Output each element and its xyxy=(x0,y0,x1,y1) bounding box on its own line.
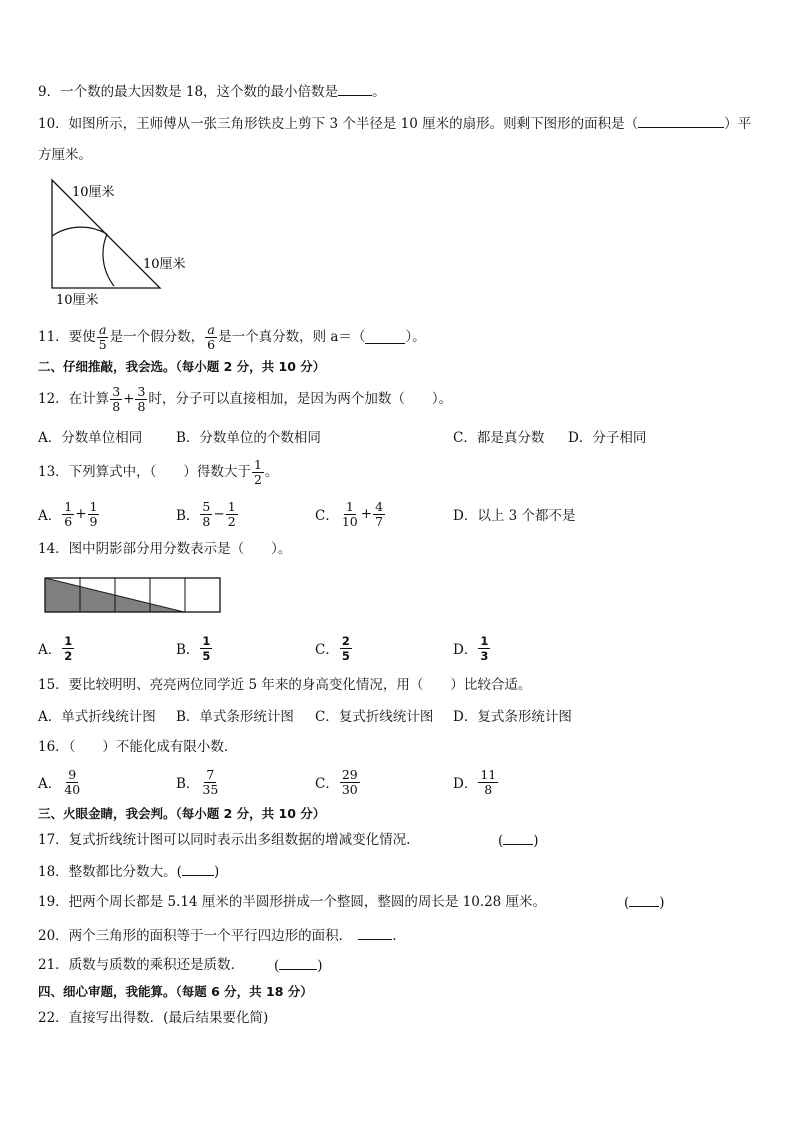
section-2-heading: 二、仔细推敲，我会选。（每小题 2 分，共 10 分） xyxy=(38,359,326,374)
q18-blank[interactable] xyxy=(182,862,214,876)
q9-blank[interactable] xyxy=(338,82,372,96)
fig-label-top: 10厘米 xyxy=(72,185,115,200)
section-3-heading: 三、火眼金睛，我会判。（每小题 2 分，共 10 分） xyxy=(38,806,326,821)
q13-option-d[interactable]: D．以上 3 个都不是 xyxy=(453,508,576,524)
question-11: 11．要使 $\frac{a}{5}$ 是一个假分数， $\frac{a}{6}$ 是一个真分数，则 a＝（ ）。 xyxy=(38,321,426,352)
fraction-3-8-a: $\frac{3}{8}$ xyxy=(112,383,121,414)
fraction-a-over-5: $\frac{a}{5}$ xyxy=(98,321,107,352)
fraction-a-over-6: $\frac{a}{6}$ xyxy=(207,321,216,352)
fraction-3-8-b: $\frac{3}{8}$ xyxy=(137,383,146,414)
q13-option-b[interactable]: B． $\frac{5}{8}$ − $\frac{1}{2}$ xyxy=(176,498,236,529)
q16-options xyxy=(38,764,738,800)
q10-text: 10．如图所示，王师傅从一张三角形铁皮上剪下 3 个半径是 10 厘米的扇形。则剩下图形的面积是（ xyxy=(38,116,639,132)
section-4-heading: 四、细心审题，我能算。（每题 6 分，共 18 分） xyxy=(38,984,313,999)
q15-options xyxy=(38,697,738,733)
q15-option-b[interactable]: B．单式条形统计图 xyxy=(176,709,294,725)
q14-option-d[interactable]: D． $\frac{1}{3}$ xyxy=(453,633,489,663)
q9-text: 9．一个数的最大因数是 18，这个数的最小倍数是 xyxy=(38,84,339,100)
question-14: 14．图中阴影部分用分数表示是（ ）。 xyxy=(38,541,292,557)
q13-option-a[interactable]: A． $\frac{1}{6}$ + $\frac{1}{9}$ xyxy=(38,498,98,529)
question-12: 12．在计算 $\frac{3}{8}$ + $\frac{3}{8}$ 时，分子可以直接相加，是因为两个加数（ ）。 xyxy=(38,383,453,414)
q12-option-d[interactable]: D．分子相同 xyxy=(568,430,647,446)
q13-option-c[interactable]: C． $\frac{1}{10}$ + $\frac{4}{7}$ xyxy=(315,498,384,529)
fig-label-right: 10厘米 xyxy=(143,257,186,272)
q15-option-c[interactable]: C．复式折线统计图 xyxy=(315,709,434,725)
q16-option-c[interactable]: C． $\frac{29}{30}$ xyxy=(315,766,358,797)
question-13: 13．下列算式中，（ ）得数大于 $\frac{1}{2}$ 。 xyxy=(38,456,279,487)
q12-option-a[interactable]: A．分数单位相同 xyxy=(38,430,143,446)
q11-blank[interactable] xyxy=(365,330,405,344)
q17-answer[interactable]: ( ) xyxy=(498,833,539,849)
question-20: 20．两个三角形的面积等于一个平行四边形的面积． . xyxy=(38,928,397,944)
q16-option-b[interactable]: B． $\frac{7}{35}$ xyxy=(176,766,219,797)
q19-answer[interactable]: ( ) xyxy=(624,895,665,911)
question-9: 9．一个数的最大因数是 18，这个数的最小倍数是 。 xyxy=(38,84,386,100)
q15-option-a[interactable]: A．单式折线统计图 xyxy=(38,709,156,725)
question-18: 18．整数都比分数大。( ) xyxy=(38,864,220,880)
triangle-sectors-figure xyxy=(40,174,210,314)
question-22: 22．直接写出得数．(最后结果要化简) xyxy=(38,1010,269,1026)
q21-answer[interactable]: ( ) xyxy=(274,958,323,974)
question-10: 10．如图所示，王师傅从一张三角形铁皮上剪下 3 个半径是 10 厘米的扇形。则剩下图形的面积是（ ）平 xyxy=(38,116,752,132)
question-19: 19．把两个周长都是 5.14 厘米的半圆形拼成一个整圆，整圆的周长是 10.28 厘米。 xyxy=(38,894,547,910)
q16-option-d[interactable]: D． $\frac{11}{8}$ xyxy=(453,766,497,797)
q14-option-a[interactable]: A． $\frac{1}{2}$ xyxy=(38,633,73,663)
fig-label-bottom: 10厘米 xyxy=(56,293,99,308)
q12-option-c[interactable]: C．都是真分数 xyxy=(453,430,545,446)
question-10-line2: 方厘米。 xyxy=(38,147,92,163)
q14-options xyxy=(38,630,738,666)
question-21: 21．质数与质数的乘积还是质数． xyxy=(38,957,245,973)
q14-option-c[interactable]: C． $\frac{2}{5}$ xyxy=(315,633,350,663)
question-17: 17．复式折线统计图可以同时表示出多组数据的增减变化情况. xyxy=(38,832,411,848)
q15-option-d[interactable]: D．复式条形统计图 xyxy=(453,709,572,725)
shaded-strip-figure xyxy=(44,576,224,614)
fraction-1-2: $\frac{1}{2}$ xyxy=(253,456,262,487)
q10-blank[interactable] xyxy=(638,114,724,128)
q20-blank[interactable] xyxy=(358,926,392,940)
question-15: 15．要比较明明、亮亮两位同学近 5 年来的身高变化情况，用（ ）比较合适。 xyxy=(38,677,532,693)
q16-option-a[interactable]: A． $\frac{9}{40}$ xyxy=(38,766,81,797)
q13-options xyxy=(38,496,738,532)
q12-option-b[interactable]: B．分数单位的个数相同 xyxy=(176,430,321,446)
q12-options xyxy=(38,418,738,454)
q14-option-b[interactable]: B． $\frac{1}{5}$ xyxy=(176,633,211,663)
question-16: 16．（ ）不能化成有限小数． xyxy=(38,739,238,755)
